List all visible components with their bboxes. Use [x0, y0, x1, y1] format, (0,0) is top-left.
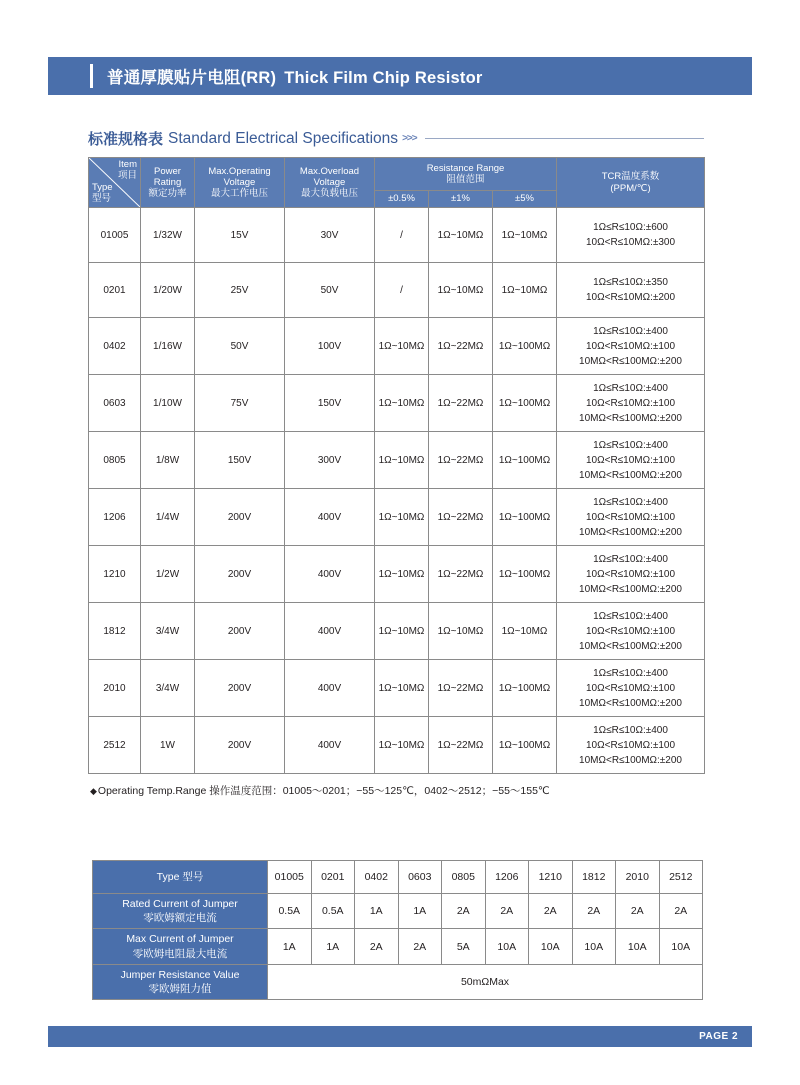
table-row — [89, 717, 705, 774]
jumper-cell-max-current: 2A — [355, 929, 399, 964]
table-row — [89, 208, 705, 263]
jumper-cell-type: 2512 — [659, 861, 703, 894]
jumper-cell-type: 0402 — [355, 861, 399, 894]
spec-cell-max-operating-voltage: 75V — [195, 375, 285, 432]
title-accent-bar — [90, 64, 93, 88]
spec-cell-resistance-1: 1Ω~22MΩ — [429, 546, 493, 603]
spec-cell-tcr — [557, 489, 705, 546]
spec-cell-max-overload-voltage: 400V — [285, 660, 375, 717]
header-cell-tolerance-1: ±1% — [429, 191, 493, 208]
spec-cell-max-operating-voltage: 150V — [195, 432, 285, 489]
tcr-line: 1Ω≤R≤10Ω:±350 — [593, 277, 668, 288]
tcr-line: 10Ω<R≤10MΩ:±200 — [586, 292, 676, 303]
page-title — [107, 64, 482, 88]
jumper-cell-max-current: 2A — [398, 929, 442, 964]
jumper-cell-max-current: 5A — [442, 929, 486, 964]
spec-cell-type: 1812 — [89, 603, 141, 660]
page-title-en: Thick Film Chip Resistor — [284, 69, 483, 87]
spec-cell-power-rating: 3/4W — [141, 660, 195, 717]
section-heading — [88, 128, 704, 149]
tcr-line: 1Ω≤R≤10Ω:±400 — [593, 382, 668, 394]
spec-cell-type: 0402 — [89, 318, 141, 375]
spec-cell-resistance-05: 1Ω~10MΩ — [375, 546, 429, 603]
spec-cell-max-overload-voltage: 30V — [285, 208, 375, 263]
spec-cell-type: 1206 — [89, 489, 141, 546]
table-row — [89, 546, 705, 603]
spec-cell-resistance-5: 1Ω~100MΩ — [493, 546, 557, 603]
spec-cell-type: 01005 — [89, 208, 141, 263]
header-cell-resistance-range — [375, 158, 557, 191]
jumper-cell-type: 1206 — [485, 861, 529, 894]
spec-cell-max-overload-voltage: 100V — [285, 318, 375, 375]
spec-cell-power-rating: 1/10W — [141, 375, 195, 432]
spec-cell-resistance-05: / — [375, 208, 429, 263]
spec-cell-power-rating: 1/4W — [141, 489, 195, 546]
bullet-diamond-icon: ◆ — [90, 786, 97, 796]
header-cell-max-overload-voltage — [285, 158, 375, 208]
jumper-table-body — [93, 861, 703, 1000]
spec-cell-max-operating-voltage: 200V — [195, 546, 285, 603]
spec-cell-resistance-5: 1Ω~100MΩ — [493, 660, 557, 717]
spec-cell-tcr — [557, 208, 705, 263]
chevron-right-icon: >>> — [402, 133, 417, 144]
tcr-line: 10Ω<R≤10MΩ:±100 — [586, 568, 676, 580]
spec-cell-resistance-1: 1Ω~10MΩ — [429, 208, 493, 263]
spec-cell-resistance-1: 1Ω~10MΩ — [429, 603, 493, 660]
tcr-line: 10Ω<R≤10MΩ:±100 — [586, 340, 676, 352]
jumper-resistance-label — [93, 964, 268, 999]
tcr-line: 10Ω<R≤10MΩ:±100 — [586, 682, 676, 694]
tcr-line: 10Ω<R≤10MΩ:±100 — [586, 397, 676, 409]
table-row — [89, 603, 705, 660]
spec-cell-resistance-1: 1Ω~22MΩ — [429, 489, 493, 546]
jumper-cell-rated-current: 2A — [659, 894, 703, 929]
header-cell-type-item — [89, 158, 141, 208]
spec-cell-resistance-5: 1Ω~100MΩ — [493, 318, 557, 375]
spec-cell-tcr — [557, 375, 705, 432]
header-cell-tcr — [557, 158, 705, 208]
spec-cell-resistance-05: 1Ω~10MΩ — [375, 660, 429, 717]
spec-cell-max-overload-voltage: 400V — [285, 603, 375, 660]
max-current-label — [93, 929, 268, 964]
max-current-label-en: Max Current of Jumper — [126, 933, 234, 946]
jumper-cell-max-current: 10A — [529, 929, 573, 964]
header-max-operating-en-l2: Voltage — [223, 176, 256, 188]
tcr-line: 10MΩ<R≤100MΩ:±200 — [579, 697, 682, 709]
tcr-line: 10Ω<R≤10MΩ:±300 — [586, 237, 676, 248]
operating-temp-range-text: Operating Temp.Range 操作温度范围：01005～0201；−55～125℃，0402～2512；−55～155℃ — [97, 785, 550, 797]
spec-cell-tcr — [557, 546, 705, 603]
spec-cell-max-operating-voltage: 15V — [195, 208, 285, 263]
jumper-type-label — [93, 861, 268, 894]
spec-cell-resistance-05: 1Ω~10MΩ — [375, 318, 429, 375]
spec-cell-tcr — [557, 603, 705, 660]
spec-cell-resistance-5: 1Ω~10MΩ — [493, 263, 557, 318]
spec-cell-type: 1210 — [89, 546, 141, 603]
spec-cell-power-rating: 1/16W — [141, 318, 195, 375]
spec-cell-resistance-05: 1Ω~10MΩ — [375, 489, 429, 546]
spec-table-body — [89, 208, 705, 774]
spec-cell-tcr — [557, 660, 705, 717]
header-cell-tolerance-05: ±0.5% — [375, 191, 429, 208]
jumper-cell-rated-current: 2A — [485, 894, 529, 929]
spec-cell-resistance-1: 1Ω~22MΩ — [429, 318, 493, 375]
header-tcr-zh: TCR温度系数 — [601, 171, 660, 183]
spec-cell-resistance-05: 1Ω~10MΩ — [375, 432, 429, 489]
table-row — [89, 375, 705, 432]
jumper-cell-max-current: 10A — [659, 929, 703, 964]
spec-cell-max-overload-voltage: 150V — [285, 375, 375, 432]
jumper-resistance-label-en: Jumper Resistance Value — [120, 968, 240, 981]
spec-cell-resistance-05: 1Ω~10MΩ — [375, 375, 429, 432]
jumper-cell-rated-current: 1A — [398, 894, 442, 929]
spec-cell-tcr — [557, 432, 705, 489]
tcr-line: 10Ω<R≤10MΩ:±100 — [586, 739, 676, 751]
header-label-type — [92, 183, 113, 205]
spec-cell-resistance-5: 1Ω~100MΩ — [493, 717, 557, 774]
header-label-item-en: Item — [118, 159, 137, 170]
jumper-cell-rated-current: 0.5A — [311, 894, 355, 929]
spec-cell-max-operating-voltage: 25V — [195, 263, 285, 318]
tcr-line: 10MΩ<R≤100MΩ:±200 — [579, 583, 682, 595]
spec-cell-resistance-5: 1Ω~100MΩ — [493, 375, 557, 432]
jumper-type-label-en: Type — [156, 870, 180, 883]
header-resistance-range-en: Resistance Range — [426, 162, 505, 174]
header-max-operating-zh: 最大工作电压 — [210, 188, 268, 200]
jumper-specifications-table — [92, 860, 703, 1000]
header-label-item-zh: 项目 — [117, 169, 137, 181]
jumper-cell-max-current: 1A — [311, 929, 355, 964]
tcr-line: 1Ω≤R≤10Ω:±400 — [593, 610, 668, 622]
jumper-cell-type: 01005 — [268, 861, 312, 894]
standard-electrical-specifications-table — [88, 157, 705, 774]
jumper-type-label-zh: 型号 — [182, 870, 204, 883]
spec-cell-resistance-05: 1Ω~10MΩ — [375, 603, 429, 660]
spec-cell-type: 0201 — [89, 263, 141, 318]
jumper-cell-rated-current: 2A — [616, 894, 660, 929]
spec-cell-type: 2512 — [89, 717, 141, 774]
tcr-line: 10Ω<R≤10MΩ:±100 — [586, 454, 676, 466]
spec-cell-resistance-5: 1Ω~10MΩ — [493, 603, 557, 660]
table-row — [89, 660, 705, 717]
spec-cell-resistance-05: / — [375, 263, 429, 318]
tcr-line: 10MΩ<R≤100MΩ:±200 — [579, 640, 682, 652]
header-cell-max-operating-voltage — [195, 158, 285, 208]
jumper-cell-rated-current: 2A — [442, 894, 486, 929]
spec-cell-max-operating-voltage: 50V — [195, 318, 285, 375]
table-row-jumper-resistance — [93, 964, 703, 999]
header-power-rating-en-l2: Rating — [153, 176, 182, 188]
page-title-zh: 普通厚膜贴片电阻(RR) — [107, 69, 277, 87]
tcr-line: 10MΩ<R≤100MΩ:±200 — [579, 469, 682, 481]
spec-cell-resistance-1: 1Ω~22MΩ — [429, 717, 493, 774]
header-resistance-range-zh: 阻值范围 — [446, 174, 485, 185]
tcr-line: 1Ω≤R≤10Ω:±400 — [593, 724, 668, 736]
header-max-operating-en-l1: Max.Operating — [208, 165, 271, 177]
rated-current-label — [93, 894, 268, 929]
jumper-cell-type: 1210 — [529, 861, 573, 894]
header-power-rating-en-l1: Power — [154, 165, 181, 177]
spec-cell-power-rating: 1/2W — [141, 546, 195, 603]
rated-current-label-zh: 零欧姆额定电流 — [143, 912, 217, 925]
header-tcr-unit: (PPM/℃) — [610, 182, 651, 194]
header-cell-power-rating — [141, 158, 195, 208]
rated-current-label-en: Rated Current of Jumper — [122, 898, 238, 910]
jumper-cell-rated-current: 2A — [529, 894, 573, 929]
table-row-jumper-type — [93, 861, 703, 894]
spec-cell-power-rating: 1/20W — [141, 263, 195, 318]
spec-cell-tcr — [557, 318, 705, 375]
spec-cell-max-operating-voltage: 200V — [195, 603, 285, 660]
section-heading-zh: 标准规格表 — [88, 131, 164, 148]
jumper-cell-max-current: 10A — [616, 929, 660, 964]
tcr-line: 10Ω<R≤10MΩ:±100 — [586, 511, 676, 523]
spec-cell-max-overload-voltage: 400V — [285, 546, 375, 603]
tcr-line: 1Ω≤R≤10Ω:±400 — [593, 496, 668, 508]
page-footer-bar — [48, 1026, 752, 1047]
jumper-cell-type: 0805 — [442, 861, 486, 894]
jumper-cell-max-current: 1A — [268, 929, 312, 964]
spec-cell-max-overload-voltage: 400V — [285, 717, 375, 774]
jumper-cell-type: 1812 — [572, 861, 616, 894]
spec-cell-type: 0805 — [89, 432, 141, 489]
jumper-cell-max-current: 10A — [485, 929, 529, 964]
table-row — [89, 318, 705, 375]
spec-cell-resistance-1: 1Ω~22MΩ — [429, 375, 493, 432]
table-row-max-current — [93, 929, 703, 964]
table-row-rated-current — [93, 894, 703, 929]
tcr-line: 1Ω≤R≤10Ω:±400 — [593, 325, 668, 337]
max-current-label-zh: 零欧姆电阻最大电流 — [132, 947, 228, 960]
header-cell-tolerance-5: ±5% — [493, 191, 557, 208]
spec-cell-tcr — [557, 717, 705, 774]
tcr-line: 10MΩ<R≤100MΩ:±200 — [579, 412, 682, 424]
spec-cell-resistance-1: 1Ω~22MΩ — [429, 660, 493, 717]
tcr-line: 1Ω≤R≤10Ω:±400 — [593, 667, 668, 679]
tcr-line: 10MΩ<R≤100MΩ:±200 — [579, 754, 682, 766]
table-row — [89, 489, 705, 546]
spec-cell-resistance-5: 1Ω~100MΩ — [493, 489, 557, 546]
spec-cell-resistance-1: 1Ω~10MΩ — [429, 263, 493, 318]
spec-cell-resistance-5: 1Ω~10MΩ — [493, 208, 557, 263]
spec-cell-max-operating-voltage: 200V — [195, 660, 285, 717]
table-row — [89, 432, 705, 489]
spec-cell-resistance-5: 1Ω~100MΩ — [493, 432, 557, 489]
spec-cell-power-rating: 3/4W — [141, 603, 195, 660]
spec-cell-resistance-1: 1Ω~22MΩ — [429, 432, 493, 489]
jumper-cell-rated-current: 0.5A — [268, 894, 312, 929]
spec-cell-max-overload-voltage: 300V — [285, 432, 375, 489]
heading-divider — [425, 138, 704, 139]
tcr-line: 10MΩ<R≤100MΩ:±200 — [579, 526, 682, 538]
page-number: PAGE 2 — [699, 1031, 738, 1042]
tcr-line: 1Ω≤R≤10Ω:±400 — [593, 439, 668, 451]
header-max-overload-zh: 最大负载电压 — [300, 188, 358, 200]
spec-cell-type: 2010 — [89, 660, 141, 717]
header-power-rating-zh: 额定功率 — [148, 188, 187, 200]
spec-cell-power-rating: 1/8W — [141, 432, 195, 489]
spec-cell-tcr — [557, 263, 705, 318]
section-heading-en: Standard Electrical Specifications — [168, 129, 399, 147]
spec-cell-power-rating: 1/32W — [141, 208, 195, 263]
jumper-cell-type: 2010 — [616, 861, 660, 894]
spec-cell-max-operating-voltage: 200V — [195, 489, 285, 546]
spec-cell-type: 0603 — [89, 375, 141, 432]
header-label-item — [118, 160, 137, 182]
page-title-banner — [48, 57, 752, 95]
spec-cell-max-overload-voltage: 50V — [285, 263, 375, 318]
jumper-cell-type: 0201 — [311, 861, 355, 894]
spec-cell-resistance-05: 1Ω~10MΩ — [375, 717, 429, 774]
tcr-line: 1Ω≤R≤10Ω:±400 — [593, 553, 668, 565]
spec-cell-max-overload-voltage: 400V — [285, 489, 375, 546]
header-label-type-en: Type — [92, 182, 113, 194]
jumper-cell-type: 0603 — [398, 861, 442, 894]
header-max-overload-en-l2: Voltage — [313, 176, 346, 188]
jumper-cell-rated-current: 2A — [572, 894, 616, 929]
tcr-line: 10Ω<R≤10MΩ:±100 — [586, 625, 676, 637]
operating-temp-range-note — [90, 783, 550, 798]
header-label-type-zh: 型号 — [92, 193, 112, 205]
jumper-cell-rated-current: 1A — [355, 894, 399, 929]
tcr-line: 10MΩ<R≤100MΩ:±200 — [579, 355, 682, 367]
spec-cell-power-rating: 1W — [141, 717, 195, 774]
jumper-resistance-label-zh: 零欧姆阻力值 — [148, 982, 212, 995]
header-max-overload-en-l1: Max.Overload — [299, 165, 360, 177]
jumper-resistance-value: 50mΩMax — [268, 964, 703, 999]
tcr-line: 1Ω≤R≤10Ω:±600 — [593, 222, 668, 233]
jumper-cell-max-current: 10A — [572, 929, 616, 964]
table-row — [89, 263, 705, 318]
spec-cell-max-operating-voltage: 200V — [195, 717, 285, 774]
